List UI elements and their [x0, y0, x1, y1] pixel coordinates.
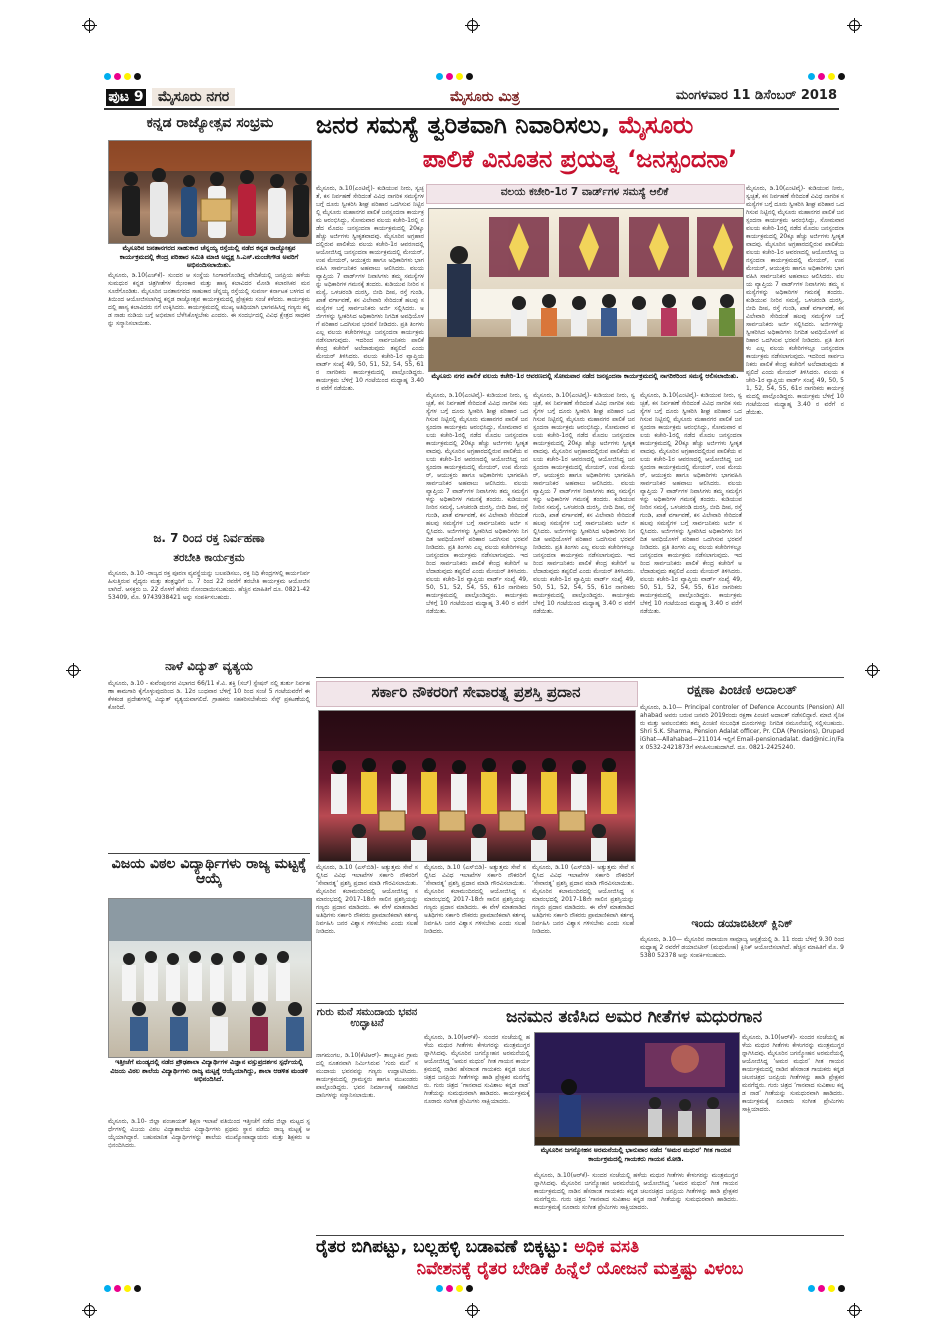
raitara-headline-part2: ಅಧಿಕ ವಸತಿ — [574, 1237, 640, 1257]
amara-geethe-body-col2: ಮೈಸೂರು, ಡಿ.10(ಆರ್‌ಕೆ)- ಸುಂದರ ಸಂಜೆಯಲ್ಲಿ ಹಳೆಯ ಮಧುರ ಗೀತೆಗಳು ಕೇಳುಗರನ್ನು ಮಂತ್ರಮುಗ್ಧರನ್ನಾಗಿಸಿದವು. ಮೈಸೂರಿನ ಜಗನ್ಮೋಹನ ಅರಮನೆಯಲ್ಲಿ ಆಯೋಜಿಸಿದ್ದ ‘ಅಮರ ಮಧುರ’ ಗೀತ ಗಾಯನ ಕಾರ್ಯಕ್ರಮದಲ್ಲಿ ನಾಡಿನ ಹೆಸರಾಂತ ಗಾಯಕರು ಕನ್ನಡ ಚಲನಚಿತ್ರದ ಜನಪ್ರಿಯ ಗೀತೆಗಳನ್ನು ಹಾಡಿ ಪ್ರೇಕ್ಷಕರ ಮನಗೆದ್ದರು. ಗುರು ಚಿತ್ರದ ‘ಗಾನವಾದ ಸುವಿಶಾಲ ಕನ್ನಡ ನಾಡ’ ಗೀತೆಯನ್ನು ಸುಮಧುರವಾಗಿ ಹಾಡಿದರು. ಕಾರ್ಯಕ್ರಮಕ್ಕೆ ನೂರಾರು ಸಂಗೀತ ಪ್ರೇಮಿಗಳು ಸಾಕ್ಷಿಯಾದರು. — [534, 1172, 738, 1211]
diabetes-clinic-headline: ಇಂದು ಡಯಾಬಿಟೀಸ್ ಕ್ಲಿನಿಕ್ — [691, 917, 793, 930]
janaspandana-photo-scene — [429, 209, 743, 371]
pension-adalat-headline: ರಕ್ಷಣಾ ಪಿಂಚಣಿ ಅದಾಲತ್ — [687, 683, 797, 698]
vijaya-vittala-caption: ಇತ್ತೀಚೆಗೆ ಮಂಡ್ಯದಲ್ಲಿ ನಡೆದ ಪ್ರೌಢಶಾಲಾ ವಿದ್ಯಾರ್ಥಿಗಳ ವಿಜ್ಞಾನ ವಸ್ತುಪ್ರದರ್ಶನ ಸ್ಪರ್ಧೆಯಲ್ಲಿ ವಿಜಯ ವಿಠಲ ಶಾಲೆಯ ವಿದ್ಯಾರ್ಥಿಗಳು ರಾಜ್ಯ ಮಟ್ಟಕ್ಕೆ ಆಯ್ಕೆಯಾಗಿದ್ದು, ಶಾಲಾ ಆಡಳಿತ ಮಂಡಳಿ ಅಭಿನಂದಿಸಿದೆ. — [110, 1058, 308, 1083]
janaspandana-headline-part2: ಮೈಸೂರು — [618, 111, 694, 139]
sevaratna-body-col3: ಮೈಸೂರು, ಡಿ.10 (ಎಸ್‌ಬಿಡಿ)- ಅತ್ಯುತ್ತಮ ಸೇವೆ ಸಲ್ಲಿಸಿದ ವಿವಿಧ ಇಲಾಖೆಗಳ ಸರ್ಕಾರಿ ನೌಕರರಿಗೆ ‘ಸೇವಾರತ್ನ’ ಪ್ರಶಸ್ತಿ ಪ್ರದಾನ ಮಾಡಿ ಗೌರವಿಸಲಾಯಿತು. ಮೈಸೂರಿನ ಕಲಾಮಂದಿರದಲ್ಲಿ ಆಯೋಜಿಸಿದ್ದ ಸಮಾರಂಭದಲ್ಲಿ 2017-18ನೇ ಸಾಲಿನ ಪ್ರಶಸ್ತಿಯನ್ನು ಗಣ್ಯರು ಪ್ರದಾನ ಮಾಡಿದರು. ಈ ವೇಳೆ ಮಾತನಾಡಿದ ಅತಿಥಿಗಳು ಸರ್ಕಾರಿ ನೌಕರರು ಪ್ರಾಮಾಣಿಕವಾಗಿ ಕರ್ತವ್ಯ ನಿರ್ವಹಿಸಿ ಜನರ ವಿಶ್ವಾಸ ಗಳಿಸಬೇಕು ಎಂದು ಸಲಹೆ ನೀಡಿದರು. — [532, 864, 634, 935]
guru-mane-headline: ಗುರು ಮನೆ ಸಮುದಾಯ ಭವನ ಉದ್ಘಾಟನೆ — [316, 1007, 418, 1029]
rajyotsava-caption: ಮೈಸೂರಿನ ಜನತಾನಗರದ ಸಾಹುಕಾರ ಚೆನ್ನಯ್ಯ ರಸ್ತೆಯಲ್ಲಿ ನಡೆದ ಕನ್ನಡ ರಾಜ್ಯೋತ್ಸವ ಕಾರ್ಯಕ್ರಮದಲ್ಲಿ ಕೇಂದ್ರ ಪರಿಹಾರ ಸಮಿತಿ ಮಾಜಿ ಅಧ್ಯಕ್ಷ ಸಿ.ಎಸ್.ಮಂಜೇಗೌಡ ಅವರಿಗೆ ಅಭಿನಂದಿಸಲಾಯಿತು. — [119, 244, 299, 269]
amara-geethe-headline: ಜನಮನ ತಣಿಸಿದ ಅಮರ ಗೀತೆಗಳ ಮಧುರಗಾನ — [505, 1007, 763, 1027]
janaspandana-caption: ಮೈಸೂರು ನಗರ ಪಾಲಿಕೆ ವಲಯ ಕಚೇರಿ-1ರ ಆವರಣದಲ್ಲಿ ಸೋಮವಾರ ನಡೆದ ಜನಸ್ಪಂದನಾ ಕಾರ್ಯಕ್ರಮದಲ್ಲಿ ನಾಗರಿಕರಿಂದ ಸಮಸ್ಯೆ ಆಲಿಸಲಾಯಿತು. — [431, 372, 739, 380]
vijaya-vittala-photo — [108, 898, 312, 1058]
vijaya-vittala-body: ಮೈಸೂರು, ಡಿ.10- ಜಿಲ್ಲಾ ಪಂಚಾಯತ್ ಶಿಕ್ಷಣ ಇಲಾಖೆ ವತಿಯಿಂದ ಇತ್ತೀಚೆಗೆ ನಡೆದ ಜಿಲ್ಲಾ ಮಟ್ಟದ ಸ್ಪರ್ಧೆಗಳಲ್ಲಿ ವಿಜಯ ವಿಠಲ ವಿದ್ಯಾಶಾಲೆಯ ವಿದ್ಯಾರ್ಥಿಗಳು ಪ್ರಥಮ ಸ್ಥಾನ ಪಡೆದು ರಾಜ್ಯ ಮಟ್ಟಕ್ಕೆ ಆಯ್ಕೆಯಾಗಿದ್ದಾರೆ. ಬಹುಮಾನಿತ ವಿದ್ಯಾರ್ಥಿಗಳನ್ನು ಶಾಲೆಯ ಮುಖ್ಯೋಪಾಧ್ಯಾಯರು ಮತ್ತು ಶಿಕ್ಷಕರು ಅಭಿನಂದಿಸಿದರು. — [108, 1118, 310, 1149]
main-divider-3 — [316, 1235, 844, 1236]
color-bar-bottom-right — [808, 1285, 845, 1292]
janaspandana-headline-part1: ಜನರ ಸಮಸ್ಯೆ ತ್ವರಿತವಾಗಿ ನಿವಾರಿಸಲು, — [316, 111, 611, 139]
page-number: ಪುಟ 9 — [106, 89, 146, 106]
amara-geethe-photo — [534, 1032, 740, 1146]
section-name: ಮೈಸೂರು ನಗರ — [152, 88, 235, 106]
main-divider-1 — [316, 677, 844, 678]
main-divider-2 — [316, 1003, 844, 1004]
janaspandana-headline-part4: ‘ಜನಸ್ಪಂದನಾ’ — [627, 145, 738, 173]
amara-geethe-body-col3: ಮೈಸೂರು, ಡಿ.10(ಆರ್‌ಕೆ)- ಸುಂದರ ಸಂಜೆಯಲ್ಲಿ ಹಳೆಯ ಮಧುರ ಗೀತೆಗಳು ಕೇಳುಗರನ್ನು ಮಂತ್ರಮುಗ್ಧರನ್ನಾಗಿಸಿದವು. ಮೈಸೂರಿನ ಜಗನ್ಮೋಹನ ಅರಮನೆಯಲ್ಲಿ ಆಯೋಜಿಸಿದ್ದ ‘ಅಮರ ಮಧುರ’ ಗೀತ ಗಾಯನ ಕಾರ್ಯಕ್ರಮದಲ್ಲಿ ನಾಡಿನ ಹೆಸರಾಂತ ಗಾಯಕರು ಕನ್ನಡ ಚಲನಚಿತ್ರದ ಜನಪ್ರಿಯ ಗೀತೆಗಳನ್ನು ಹಾಡಿ ಪ್ರೇಕ್ಷಕರ ಮನಗೆದ್ದರು. ಗುರು ಚಿತ್ರದ ‘ಗಾನವಾದ ಸುವಿಶಾಲ ಕನ್ನಡ ನಾಡ’ ಗೀತೆಯನ್ನು ಸುಮಧುರವಾಗಿ ಹಾಡಿದರು. ಕಾರ್ಯಕ್ರಮಕ್ಕೆ ನೂರಾರು ಸಂಗೀತ ಪ್ರೇಮಿಗಳು ಸಾಕ್ಷಿಯಾದರು. — [742, 1034, 844, 1113]
janaspandana-headline-line2 — [316, 146, 844, 172]
registration-mark-bottom-left — [84, 1305, 95, 1316]
registration-mark-top-center — [467, 20, 478, 31]
sevaratna-photo — [318, 710, 636, 862]
blood-test-body: ಮೈಸೂರು, ಡಿ.10 -ರಾಜ್ಯದ ರಕ್ತ ಪೂರಣ ವ್ಯವಸ್ಥೆಯನ್ನು ಬಲಪಡಿಸಲು, ರಕ್ತ ನಿಧಿ ಕೇಂದ್ರಗಳಲ್ಲಿ ಕಾರ್ಯನಿರ್ವಹಿಸುತ್ತಿರುವ ವೈದ್ಯರು ಮತ್ತು ತಂತ್ರಜ್ಞರಿಗೆ ಜ. 7 ರಿಂದ 22 ರವರೆಗೆ ತರಬೇತಿ ಕಾರ್ಯಕ್ರಮ ಆಯೋಜಿಸಲಾಗಿದೆ. ಆಸಕ್ತರು ಜ. 22 ರೊಳಗೆ ಹೆಸರು ನೋಂದಾಯಿಸಬಹುದು. ಹೆಚ್ಚಿನ ಮಾಹಿತಿಗೆ ದೂ. 0821-4253409, ಮೊ. 9743938421 ಅನ್ನು ಸಂಪರ್ಕಿಸಬಹುದು. — [108, 570, 310, 601]
guru-mane-body: ನಾಗಮಂಗಲ, ಡಿ.10(ಕೆಟಿಆರ್)- ತಾಲ್ಲೂಕಿನ ಗ್ರಾಮದಲ್ಲಿ ನೂತನವಾಗಿ ನಿರ್ಮಿಸಿರುವ ‘ಗುರು ಮನೆ’ ಸಮುದಾಯ ಭವನವನ್ನು ಗಣ್ಯರು ಉದ್ಘಾಟಿಸಿದರು. ಕಾರ್ಯಕ್ರಮದಲ್ಲಿ ಗ್ರಾಮಸ್ಥರು ಹಾಗೂ ಮುಖಂಡರು ಪಾಲ್ಗೊಂಡಿದ್ದರು. ಭವನ ನಿರ್ಮಾಣಕ್ಕೆ ಸಹಕರಿಸಿದ ದಾನಿಗಳನ್ನು ಸನ್ಮಾನಿಸಲಾಯಿತು. — [316, 1052, 418, 1099]
pension-adalat-body: ಮೈಸೂರು, ಡಿ.10— Principal controler of Defence Accounts (Pension) Allahabad ಅವರು ಬರುವ ಜನವರಿ 2019ರಂದು ರಕ್ಷಣಾ ಪಿಂಚಣಿ ಅದಾಲತ್ ನಡೆಸಲಿದ್ದಾರೆ. ಮಾಜಿ ಸೈನಿಕರು ಮತ್ತು ಅವಲಂಬಿತರು ತಮ್ಮ ಪಿಂಚಣಿ ಸಂಬಂಧಿತ ದೂರುಗಳನ್ನು ನಿಗದಿತ ನಮೂನೆಯಲ್ಲಿ ಸಲ್ಲಿಸಬಹುದು. Shri S.K. Sharma, Pension Adalat officer, Pr. CDA (Pensions), DrupadiGhat—Allahabad—211014 ಇಲ್ಲಿಗೆ Email-pensionadalat. dad@nic.in/Fax 0532-2421873ಗೆ ಕಳುಹಿಸಬಹುದಾಗಿದೆ. ದೂ. 0821-2425240. — [640, 704, 844, 751]
janaspandana-body-col4: ಮೈಸೂರು, ಡಿ.10(ಎಂಟಿವೈ)- ಕುಡಿಯುವ ನೀರು, ಸ್ವಚ್ಛತೆ, ಕಸ ನಿರ್ವಹಣೆ ಸೇರಿದಂತೆ ವಿವಿಧ ನಾಗರಿಕ ಸಮಸ್ಯೆಗಳ ಬಗ್ಗೆ ದೂರು ಸ್ವೀಕರಿಸಿ ಶೀಘ್ರ ಪರಿಹಾರ ಒದಗಿಸುವ ನಿಟ್ಟಿನಲ್ಲಿ ಮೈಸೂರು ಮಹಾನಗರ ಪಾಲಿಕೆ ಜನಸ್ಪಂದನಾ ಕಾರ್ಯಕ್ರಮ ಆರಂಭಿಸಿದ್ದು, ಸೋಮವಾರ ವಲಯ ಕಚೇರಿ-1ರಲ್ಲಿ ನಡೆದ ಮೊದಲ ಜನಸ್ಪಂದನಾ ಕಾರ್ಯಕ್ರಮದಲ್ಲಿ 20ಕ್ಕೂ ಹೆಚ್ಚು ಅರ್ಜಿಗಳು ಸ್ವೀಕೃತವಾದವು. ಮೈಸೂರಿನ ಅಗ್ರಹಾರದಲ್ಲಿರುವ ಪಾಲಿಕೆಯ ವಲಯ ಕಚೇರಿ-1ರ ಆವರಣದಲ್ಲಿ ಆಯೋಜಿಸಿದ್ದ ಜನಸ್ಪಂದನಾ ಕಾರ್ಯಕ್ರಮದಲ್ಲಿ ಮೇಯರ್, ಉಪ ಮೇಯರ್, ಆಯುಕ್ತರು ಹಾಗೂ ಅಧಿಕಾರಿಗಳು ಭಾಗವಹಿಸಿ ಸಾರ್ವಜನಿಕರ ಅಹವಾಲು ಆಲಿಸಿದರು. ವಲಯ ವ್ಯಾಪ್ತಿಯ 7 ವಾರ್ಡ್‌ಗಳ ನಿವಾಸಿಗಳು ತಮ್ಮ ಸಮಸ್ಯೆಗಳನ್ನು ಅಧಿಕಾರಿಗಳ ಗಮನಕ್ಕೆ ತಂದರು. ಕುಡಿಯುವ ನೀರಿನ ಸಮಸ್ಯೆ, ಒಳಚರಂಡಿ ದುರಸ್ತಿ, ಬೀದಿ ದೀಪ, ರಸ್ತೆ ಗುಂಡಿ, ಖಾತೆ ವರ್ಗಾವಣೆ, ಕಸ ವಿಲೇವಾರಿ ಸೇರಿದಂತೆ ಹಲವು ಸಮಸ್ಯೆಗಳ ಬಗ್ಗೆ ಸಾರ್ವಜನಿಕರು ಅರ್ಜಿ ಸಲ್ಲಿಸಿದರು. ಅರ್ಜಿಗಳನ್ನು ಸ್ವೀಕರಿಸಿದ ಅಧಿಕಾರಿಗಳು ನಿಗದಿತ ಅವಧಿಯೊಳಗೆ ಪರಿಹಾರ ಒದಗಿಸುವ ಭರವಸೆ ನೀಡಿದರು. ಪ್ರತಿ ತಿಂಗಳು ಎಲ್ಲ ವಲಯ ಕಚೇರಿಗಳಲ್ಲೂ ಜನಸ್ಪಂದನಾ ಕಾರ್ಯಕ್ರಮ ನಡೆಸಲಾಗುವುದು. ಇದರಿಂದ ಸಾರ್ವಜನಿಕರು ಪಾಲಿಕೆ ಕೇಂದ್ರ ಕಚೇರಿಗೆ ಅಲೆದಾಡುವುದು ತಪ್ಪಲಿದೆ ಎಂದು ಮೇಯರ್ ತಿಳಿಸಿದರು. ವಲಯ ಕಚೇರಿ-1ರ ವ್ಯಾಪ್ತಿಯ ವಾರ್ಡ್ ಸಂಖ್ಯೆ 49, 50, 51, 52, 54, 55, 61ರ ನಾಗರಿಕರು ಕಾರ್ಯಕ್ರಮದಲ್ಲಿ ಪಾಲ್ಗೊಂಡಿದ್ದರು. ಕಾರ್ಯಕ್ರಮ ಬೆಳಿಗ್ಗೆ 10 ಗಂಟೆಯಿಂದ ಮಧ್ಯಾಹ್ನ 3.40 ರ ವರೆಗೆ ನಡೆಯಿತು. — [640, 392, 742, 615]
diabetes-clinic-body: ಮೈಸೂರು, ಡಿ.10— ಮೈಸೂರಿನ ನಾರಾಯಣ ಸಾಮ್ರಾಜ್ಯ ಆಸ್ಪತ್ರೆಯಲ್ಲಿ ಡಿ. 11 ರಂದು ಬೆಳಿಗ್ಗೆ 9.30 ರಿಂದ ಮಧ್ಯಾಹ್ನ 2 ರವರೆಗೆ ಡಯಾಬಿಟೀಸ್ (ಮಧುಮೇಹ) ಕ್ಲಿನಿಕ್ ಆಯೋಜಿಸಲಾಗಿದೆ. ಹೆಚ್ಚಿನ ಮಾಹಿತಿಗೆ ಮೊ. 95380 52378 ಅನ್ನು ಸಂಪರ್ಕಿಸಬಹುದು. — [640, 936, 844, 959]
janaspandana-body-col1: ಮೈಸೂರು, ಡಿ.10(ಎಂಟಿವೈ)- ಕುಡಿಯುವ ನೀರು, ಸ್ವಚ್ಛತೆ, ಕಸ ನಿರ್ವಹಣೆ ಸೇರಿದಂತೆ ವಿವಿಧ ನಾಗರಿಕ ಸಮಸ್ಯೆಗಳ ಬಗ್ಗೆ ದೂರು ಸ್ವೀಕರಿಸಿ ಶೀಘ್ರ ಪರಿಹಾರ ಒದಗಿಸುವ ನಿಟ್ಟಿನಲ್ಲಿ ಮೈಸೂರು ಮಹಾನಗರ ಪಾಲಿಕೆ ಜನಸ್ಪಂದನಾ ಕಾರ್ಯಕ್ರಮ ಆರಂಭಿಸಿದ್ದು, ಸೋಮವಾರ ವಲಯ ಕಚೇರಿ-1ರಲ್ಲಿ ನಡೆದ ಮೊದಲ ಜನಸ್ಪಂದನಾ ಕಾರ್ಯಕ್ರಮದಲ್ಲಿ 20ಕ್ಕೂ ಹೆಚ್ಚು ಅರ್ಜಿಗಳು ಸ್ವೀಕೃತವಾದವು. ಮೈಸೂರಿನ ಅಗ್ರಹಾರದಲ್ಲಿರುವ ಪಾಲಿಕೆಯ ವಲಯ ಕಚೇರಿ-1ರ ಆವರಣದಲ್ಲಿ ಆಯೋಜಿಸಿದ್ದ ಜನಸ್ಪಂದನಾ ಕಾರ್ಯಕ್ರಮದಲ್ಲಿ ಮೇಯರ್, ಉಪ ಮೇಯರ್, ಆಯುಕ್ತರು ಹಾಗೂ ಅಧಿಕಾರಿಗಳು ಭಾಗವಹಿಸಿ ಸಾರ್ವಜನಿಕರ ಅಹವಾಲು ಆಲಿಸಿದರು. ವಲಯ ವ್ಯಾಪ್ತಿಯ 7 ವಾರ್ಡ್‌ಗಳ ನಿವಾಸಿಗಳು ತಮ್ಮ ಸಮಸ್ಯೆಗಳನ್ನು ಅಧಿಕಾರಿಗಳ ಗಮನಕ್ಕೆ ತಂದರು. ಕುಡಿಯುವ ನೀರಿನ ಸಮಸ್ಯೆ, ಒಳಚರಂಡಿ ದುರಸ್ತಿ, ಬೀದಿ ದೀಪ, ರಸ್ತೆ ಗುಂಡಿ, ಖಾತೆ ವರ್ಗಾವಣೆ, ಕಸ ವಿಲೇವಾರಿ ಸೇರಿದಂತೆ ಹಲವು ಸಮಸ್ಯೆಗಳ ಬಗ್ಗೆ ಸಾರ್ವಜನಿಕರು ಅರ್ಜಿ ಸಲ್ಲಿಸಿದರು. ಅರ್ಜಿಗಳನ್ನು ಸ್ವೀಕರಿಸಿದ ಅಧಿಕಾರಿಗಳು ನಿಗದಿತ ಅವಧಿಯೊಳಗೆ ಪರಿಹಾರ ಒದಗಿಸುವ ಭರವಸೆ ನೀಡಿದರು. ಪ್ರತಿ ತಿಂಗಳು ಎಲ್ಲ ವಲಯ ಕಚೇರಿಗಳಲ್ಲೂ ಜನಸ್ಪಂದನಾ ಕಾರ್ಯಕ್ರಮ ನಡೆಸಲಾಗುವುದು. ಇದರಿಂದ ಸಾರ್ವಜನಿಕರು ಪಾಲಿಕೆ ಕೇಂದ್ರ ಕಚೇರಿಗೆ ಅಲೆದಾಡುವುದು ತಪ್ಪಲಿದೆ ಎಂದು ಮೇಯರ್ ತಿಳಿಸಿದರು. ವಲಯ ಕಚೇರಿ-1ರ ವ್ಯಾಪ್ತಿಯ ವಾರ್ಡ್ ಸಂಖ್ಯೆ 49, 50, 51, 52, 54, 55, 61ರ ನಾಗರಿಕರು ಕಾರ್ಯಕ್ರಮದಲ್ಲಿ ಪಾಲ್ಗೊಂಡಿದ್ದರು. ಕಾರ್ಯಕ್ರಮ ಬೆಳಿಗ್ಗೆ 10 ಗಂಟೆಯಿಂದ ಮಧ್ಯಾಹ್ನ 3.40 ರ ವರೆಗೆ ನಡೆಯಿತು. — [316, 185, 424, 392]
color-bar-top-center — [436, 73, 473, 80]
raitara-headline-line2: ನಿವೇಶನಕ್ಕೆ ರೈತರ ಬೇಡಿಕೆ ಹಿನ್ನೆಲೆ ಯೋಜನೆ ಮತ್ತಷ್ಟು ವಿಳಂಬ — [416, 1259, 744, 1279]
rajyotsava-photo-figures — [109, 141, 311, 243]
paper-name: ಮೈಸೂರು ಮಿತ್ರ — [450, 89, 520, 105]
color-bar-top-left — [104, 73, 141, 80]
power-cut-headline: ನಾಳೆ ವಿದ್ಯುತ್ ವ್ಯತ್ಯಯ — [165, 659, 253, 673]
blood-test-headline: ಜ. 7 ರಿಂದ ರಕ್ತ ನಿರ್ವಹಣಾ — [153, 531, 265, 545]
raitara-headline-line1 — [316, 1238, 844, 1257]
vijaya-vittala-headline: ವಿಜಯ ವಿಠಲ ವಿದ್ಯಾರ್ಥಿಗಳು ರಾಜ್ಯ ಮಟ್ಟಕ್ಕೆ ಆಯ್ಕೆ — [111, 856, 307, 888]
sevaratna-headline: ಸರ್ಕಾರಿ ನೌಕರರಿಗೆ ಸೇವಾರತ್ನ ಪ್ರಶಸ್ತಿ ಪ್ರದಾನ — [371, 683, 581, 701]
rajyotsava-body: ಮೈಸೂರು, ಡಿ.10(ಎಚ್‌ಕೆ)- ಸುಂದರ ಆ ಸಂಸ್ಥೆಯ ಸಿಂಗಾರಗೊಂಡಿದ್ದ ವೇದಿಕೆಯಲ್ಲಿ ಜನಪ್ರಿಯ ಹಳೆಯ ಸುಮಧುರ ಕನ್ನಡ ಚಿತ್ರಗೀತೆಗಳ ಝೇಂಕಾರ ಮತ್ತು ಹಾಸ್ಯ ಕಲಾವಿದರ ಮೋಡಿ ಕಲಾರಸಿಕರ ಮನಸೂರೆಗೊಂಡಿತು. ಮೈಸೂರಿನ ಜನತಾನಗರದ ಸಾಹುಕಾರ ಚೆನ್ನಯ್ಯ ರಸ್ತೆಯಲ್ಲಿ ಸುವರ್ಣ ಕರ್ನಾಟಕ ಬಳಗದ ವತಿಯಿಂದ ಆಯೋಜಿಸಲಾಗಿದ್ದ ಕನ್ನಡ ರಾಜ್ಯೋತ್ಸವ ಕಾರ್ಯಕ್ರಮದಲ್ಲಿ ಪ್ರೇಕ್ಷಕರು ಸಂಜೆ ಕಳೆದರು. ಕಾರ್ಯಕ್ರಮದಲ್ಲಿ ಹಾಸ್ಯ ಕಲಾವಿದರು ನಗೆ ಉಕ್ಕಿಸಿದರು. ಕಾರ್ಯಕ್ರಮದಲ್ಲಿ ಮುಖ್ಯ ಅತಿಥಿಯಾಗಿ ಭಾಗವಹಿಸಿದ್ದ ಗಣ್ಯರು ಕನ್ನಡ ನಾಡು ನುಡಿಯ ಬಗ್ಗೆ ಅಭಿಮಾನ ಬೆಳೆಸಿಕೊಳ್ಳಬೇಕು ಎಂದರು. ಈ ಸಂದರ್ಭದಲ್ಲಿ ವಿವಿಧ ಕ್ಷೇತ್ರದ ಸಾಧಕರನ್ನು ಸನ್ಮಾನಿಸಲಾಯಿತು. — [108, 272, 310, 327]
left-column-divider — [108, 853, 310, 854]
janaspandana-headline-line1 — [316, 112, 844, 138]
sevaratna-body-col1: ಮೈಸೂರು, ಡಿ.10 (ಎಸ್‌ಬಿಡಿ)- ಅತ್ಯುತ್ತಮ ಸೇವೆ ಸಲ್ಲಿಸಿದ ವಿವಿಧ ಇಲಾಖೆಗಳ ಸರ್ಕಾರಿ ನೌಕರರಿಗೆ ‘ಸೇವಾರತ್ನ’ ಪ್ರಶಸ್ತಿ ಪ್ರದಾನ ಮಾಡಿ ಗೌರವಿಸಲಾಯಿತು. ಮೈಸೂರಿನ ಕಲಾಮಂದಿರದಲ್ಲಿ ಆಯೋಜಿಸಿದ್ದ ಸಮಾರಂಭದಲ್ಲಿ 2017-18ನೇ ಸಾಲಿನ ಪ್ರಶಸ್ತಿಯನ್ನು ಗಣ್ಯರು ಪ್ರದಾನ ಮಾಡಿದರು. ಈ ವೇಳೆ ಮಾತನಾಡಿದ ಅತಿಥಿಗಳು ಸರ್ಕಾರಿ ನೌಕರರು ಪ್ರಾಮಾಣಿಕವಾಗಿ ಕರ್ತವ್ಯ ನಿರ್ವಹಿಸಿ ಜನರ ವಿಶ್ವಾಸ ಗಳಿಸಬೇಕು ಎಂದು ಸಲಹೆ ನೀಡಿದರು. — [316, 864, 418, 935]
sevaratna-body-col2: ಮೈಸೂರು, ಡಿ.10 (ಎಸ್‌ಬಿಡಿ)- ಅತ್ಯುತ್ತಮ ಸೇವೆ ಸಲ್ಲಿಸಿದ ವಿವಿಧ ಇಲಾಖೆಗಳ ಸರ್ಕಾರಿ ನೌಕರರಿಗೆ ‘ಸೇವಾರತ್ನ’ ಪ್ರಶಸ್ತಿ ಪ್ರದಾನ ಮಾಡಿ ಗೌರವಿಸಲಾಯಿತು. ಮೈಸೂರಿನ ಕಲಾಮಂದಿರದಲ್ಲಿ ಆಯೋಜಿಸಿದ್ದ ಸಮಾರಂಭದಲ್ಲಿ 2017-18ನೇ ಸಾಲಿನ ಪ್ರಶಸ್ತಿಯನ್ನು ಗಣ್ಯರು ಪ್ರದಾನ ಮಾಡಿದರು. ಈ ವೇಳೆ ಮಾತನಾಡಿದ ಅತಿಥಿಗಳು ಸರ್ಕಾರಿ ನೌಕರರು ಪ್ರಾಮಾಣಿಕವಾಗಿ ಕರ್ತವ್ಯ ನಿರ್ವಹಿಸಿ ಜನರ ವಿಶ್ವಾಸ ಗಳಿಸಬೇಕು ಎಂದು ಸಲಹೆ ನೀಡಿದರು. — [424, 864, 526, 935]
rajyotsava-headline: ಕನ್ನಡ ರಾಜ್ಯೋತ್ಸವ ಸಂಭ್ರಮ — [146, 115, 274, 131]
amara-geethe-body-col1: ಮೈಸೂರು, ಡಿ.10(ಆರ್‌ಕೆ)- ಸುಂದರ ಸಂಜೆಯಲ್ಲಿ ಹಳೆಯ ಮಧುರ ಗೀತೆಗಳು ಕೇಳುಗರನ್ನು ಮಂತ್ರಮುಗ್ಧರನ್ನಾಗಿಸಿದವು. ಮೈಸೂರಿನ ಜಗನ್ಮೋಹನ ಅರಮನೆಯಲ್ಲಿ ಆಯೋಜಿಸಿದ್ದ ‘ಅಮರ ಮಧುರ’ ಗೀತ ಗಾಯನ ಕಾರ್ಯಕ್ರಮದಲ್ಲಿ ನಾಡಿನ ಹೆಸರಾಂತ ಗಾಯಕರು ಕನ್ನಡ ಚಲನಚಿತ್ರದ ಜನಪ್ರಿಯ ಗೀತೆಗಳನ್ನು ಹಾಡಿ ಪ್ರೇಕ್ಷಕರ ಮನಗೆದ್ದರು. ಗುರು ಚಿತ್ರದ ‘ಗಾನವಾದ ಸುವಿಶಾಲ ಕನ್ನಡ ನಾಡ’ ಗೀತೆಯನ್ನು ಸುಮಧುರವಾಗಿ ಹಾಡಿದರು. ಕಾರ್ಯಕ್ರಮಕ್ಕೆ ನೂರಾರು ಸಂಗೀತ ಪ್ರೇಮಿಗಳು ಸಾಕ್ಷಿಯಾದರು. — [424, 1034, 530, 1105]
registration-mark-left — [68, 665, 79, 676]
color-bar-bottom-left — [104, 1285, 141, 1292]
sevaratna-photo-figures — [319, 711, 635, 861]
color-bar-top-right — [808, 73, 845, 80]
amara-geethe-photo-scene — [535, 1033, 739, 1145]
registration-mark-top-left — [84, 20, 95, 31]
registration-mark-right — [867, 665, 878, 676]
power-cut-body: ಮೈಸೂರು, ಡಿ.10 - ಕುವೆಂಪುನಗರ ವಿಭಾಗದ 66/11 ಕೆ.ವಿ. ಶಕ್ತಿ (ಸಬ್) ಸ್ಟೇಷನ್ ನಲ್ಲಿ ತುರ್ತು ನಿರ್ವಹಣಾ ಕಾಮಗಾರಿ ಕೈಗೊಳ್ಳುವುದರಿಂದ ಡಿ. 12ರ ಬುಧವಾರ ಬೆಳಿಗ್ಗೆ 10 ರಿಂದ ಸಂಜೆ 5 ಗಂಟೆಯವರೆಗೆ ಈ ಕೆಳಕಂಡ ಪ್ರದೇಶಗಳಲ್ಲಿ ವಿದ್ಯುತ್ ವ್ಯತ್ಯಯವಾಗಲಿದೆ. ಗ್ರಾಹಕರು ಸಹಕರಿಸಬೇಕೆಂದು ಸೆಸ್ಕ್ ಪ್ರಕಟಣೆಯಲ್ಲಿ ಕೋರಿದೆ. — [108, 680, 310, 711]
blood-test-subhead: ತರಬೇತಿ ಕಾರ್ಯಕ್ರಮ — [173, 552, 245, 564]
registration-mark-bottom-right — [849, 1305, 860, 1316]
color-bar-bottom-center — [436, 1285, 473, 1292]
registration-mark-bottom-center — [467, 1305, 478, 1316]
janaspandana-body-col3: ಮೈಸೂರು, ಡಿ.10(ಎಂಟಿವೈ)- ಕುಡಿಯುವ ನೀರು, ಸ್ವಚ್ಛತೆ, ಕಸ ನಿರ್ವಹಣೆ ಸೇರಿದಂತೆ ವಿವಿಧ ನಾಗರಿಕ ಸಮಸ್ಯೆಗಳ ಬಗ್ಗೆ ದೂರು ಸ್ವೀಕರಿಸಿ ಶೀಘ್ರ ಪರಿಹಾರ ಒದಗಿಸುವ ನಿಟ್ಟಿನಲ್ಲಿ ಮೈಸೂರು ಮಹಾನಗರ ಪಾಲಿಕೆ ಜನಸ್ಪಂದನಾ ಕಾರ್ಯಕ್ರಮ ಆರಂಭಿಸಿದ್ದು, ಸೋಮವಾರ ವಲಯ ಕಚೇರಿ-1ರಲ್ಲಿ ನಡೆದ ಮೊದಲ ಜನಸ್ಪಂದನಾ ಕಾರ್ಯಕ್ರಮದಲ್ಲಿ 20ಕ್ಕೂ ಹೆಚ್ಚು ಅರ್ಜಿಗಳು ಸ್ವೀಕೃತವಾದವು. ಮೈಸೂರಿನ ಅಗ್ರಹಾರದಲ್ಲಿರುವ ಪಾಲಿಕೆಯ ವಲಯ ಕಚೇರಿ-1ರ ಆವರಣದಲ್ಲಿ ಆಯೋಜಿಸಿದ್ದ ಜನಸ್ಪಂದನಾ ಕಾರ್ಯಕ್ರಮದಲ್ಲಿ ಮೇಯರ್, ಉಪ ಮೇಯರ್, ಆಯುಕ್ತರು ಹಾಗೂ ಅಧಿಕಾರಿಗಳು ಭಾಗವಹಿಸಿ ಸಾರ್ವಜನಿಕರ ಅಹವಾಲು ಆಲಿಸಿದರು. ವಲಯ ವ್ಯಾಪ್ತಿಯ 7 ವಾರ್ಡ್‌ಗಳ ನಿವಾಸಿಗಳು ತಮ್ಮ ಸಮಸ್ಯೆಗಳನ್ನು ಅಧಿಕಾರಿಗಳ ಗಮನಕ್ಕೆ ತಂದರು. ಕುಡಿಯುವ ನೀರಿನ ಸಮಸ್ಯೆ, ಒಳಚರಂಡಿ ದುರಸ್ತಿ, ಬೀದಿ ದೀಪ, ರಸ್ತೆ ಗುಂಡಿ, ಖಾತೆ ವರ್ಗಾವಣೆ, ಕಸ ವಿಲೇವಾರಿ ಸೇರಿದಂತೆ ಹಲವು ಸಮಸ್ಯೆಗಳ ಬಗ್ಗೆ ಸಾರ್ವಜನಿಕರು ಅರ್ಜಿ ಸಲ್ಲಿಸಿದರು. ಅರ್ಜಿಗಳನ್ನು ಸ್ವೀಕರಿಸಿದ ಅಧಿಕಾರಿಗಳು ನಿಗದಿತ ಅವಧಿಯೊಳಗೆ ಪರಿಹಾರ ಒದಗಿಸುವ ಭರವಸೆ ನೀಡಿದರು. ಪ್ರತಿ ತಿಂಗಳು ಎಲ್ಲ ವಲಯ ಕಚೇರಿಗಳಲ್ಲೂ ಜನಸ್ಪಂದನಾ ಕಾರ್ಯಕ್ರಮ ನಡೆಸಲಾಗುವುದು. ಇದರಿಂದ ಸಾರ್ವಜನಿಕರು ಪಾಲಿಕೆ ಕೇಂದ್ರ ಕಚೇರಿಗೆ ಅಲೆದಾಡುವುದು ತಪ್ಪಲಿದೆ ಎಂದು ಮೇಯರ್ ತಿಳಿಸಿದರು. ವಲಯ ಕಚೇರಿ-1ರ ವ್ಯಾಪ್ತಿಯ ವಾರ್ಡ್ ಸಂಖ್ಯೆ 49, 50, 51, 52, 54, 55, 61ರ ನಾಗರಿಕರು ಕಾರ್ಯಕ್ರಮದಲ್ಲಿ ಪಾಲ್ಗೊಂಡಿದ್ದರು. ಕಾರ್ಯಕ್ರಮ ಬೆಳಿಗ್ಗೆ 10 ಗಂಟೆಯಿಂದ ಮಧ್ಯಾಹ್ನ 3.40 ರ ವರೆಗೆ ನಡೆಯಿತು. — [533, 392, 635, 615]
janaspandana-headline-part3: ಪಾಲಿಕೆ ವಿನೂತನ ಪ್ರಯತ್ನ — [422, 145, 619, 173]
janaspandana-subhead: ವಲಯ ಕಚೇರಿ-1ರ 7 ವಾರ್ಡ್‌ಗಳ ಸಮಸ್ಯೆ ಆಲಿಕೆ — [500, 186, 669, 198]
vijaya-vittala-photo-figures — [109, 899, 311, 1057]
issue-date: ಮಂಗಳವಾರ 11 ಡಿಸೆಂಬರ್ 2018 — [675, 88, 837, 103]
registration-mark-top-right — [849, 20, 860, 31]
janaspandana-photo — [428, 208, 744, 372]
raitara-headline-part1: ರೈತರ ಬಿಗಿಪಟ್ಟು, ಬಲ್ಲಹಳ್ಳಿ ಬಡಾವಣೆ ಬಿಕ್ಕಟ್ಟು: — [316, 1237, 569, 1257]
janaspandana-body-col5: ಮೈಸೂರು, ಡಿ.10(ಎಂಟಿವೈ)- ಕುಡಿಯುವ ನೀರು, ಸ್ವಚ್ಛತೆ, ಕಸ ನಿರ್ವಹಣೆ ಸೇರಿದಂತೆ ವಿವಿಧ ನಾಗರಿಕ ಸಮಸ್ಯೆಗಳ ಬಗ್ಗೆ ದೂರು ಸ್ವೀಕರಿಸಿ ಶೀಘ್ರ ಪರಿಹಾರ ಒದಗಿಸುವ ನಿಟ್ಟಿನಲ್ಲಿ ಮೈಸೂರು ಮಹಾನಗರ ಪಾಲಿಕೆ ಜನಸ್ಪಂದನಾ ಕಾರ್ಯಕ್ರಮ ಆರಂಭಿಸಿದ್ದು, ಸೋಮವಾರ ವಲಯ ಕಚೇರಿ-1ರಲ್ಲಿ ನಡೆದ ಮೊದಲ ಜನಸ್ಪಂದನಾ ಕಾರ್ಯಕ್ರಮದಲ್ಲಿ 20ಕ್ಕೂ ಹೆಚ್ಚು ಅರ್ಜಿಗಳು ಸ್ವೀಕೃತವಾದವು. ಮೈಸೂರಿನ ಅಗ್ರಹಾರದಲ್ಲಿರುವ ಪಾಲಿಕೆಯ ವಲಯ ಕಚೇರಿ-1ರ ಆವರಣದಲ್ಲಿ ಆಯೋಜಿಸಿದ್ದ ಜನಸ್ಪಂದನಾ ಕಾರ್ಯಕ್ರಮದಲ್ಲಿ ಮೇಯರ್, ಉಪ ಮೇಯರ್, ಆಯುಕ್ತರು ಹಾಗೂ ಅಧಿಕಾರಿಗಳು ಭಾಗವಹಿಸಿ ಸಾರ್ವಜನಿಕರ ಅಹವಾಲು ಆಲಿಸಿದರು. ವಲಯ ವ್ಯಾಪ್ತಿಯ 7 ವಾರ್ಡ್‌ಗಳ ನಿವಾಸಿಗಳು ತಮ್ಮ ಸಮಸ್ಯೆಗಳನ್ನು ಅಧಿಕಾರಿಗಳ ಗಮನಕ್ಕೆ ತಂದರು. ಕುಡಿಯುವ ನೀರಿನ ಸಮಸ್ಯೆ, ಒಳಚರಂಡಿ ದುರಸ್ತಿ, ಬೀದಿ ದೀಪ, ರಸ್ತೆ ಗುಂಡಿ, ಖಾತೆ ವರ್ಗಾವಣೆ, ಕಸ ವಿಲೇವಾರಿ ಸೇರಿದಂತೆ ಹಲವು ಸಮಸ್ಯೆಗಳ ಬಗ್ಗೆ ಸಾರ್ವಜನಿಕರು ಅರ್ಜಿ ಸಲ್ಲಿಸಿದರು. ಅರ್ಜಿಗಳನ್ನು ಸ್ವೀಕರಿಸಿದ ಅಧಿಕಾರಿಗಳು ನಿಗದಿತ ಅವಧಿಯೊಳಗೆ ಪರಿಹಾರ ಒದಗಿಸುವ ಭರವಸೆ ನೀಡಿದರು. ಪ್ರತಿ ತಿಂಗಳು ಎಲ್ಲ ವಲಯ ಕಚೇರಿಗಳಲ್ಲೂ ಜನಸ್ಪಂದನಾ ಕಾರ್ಯಕ್ರಮ ನಡೆಸಲಾಗುವುದು. ಇದರಿಂದ ಸಾರ್ವಜನಿಕರು ಪಾಲಿಕೆ ಕೇಂದ್ರ ಕಚೇರಿಗೆ ಅಲೆದಾಡುವುದು ತಪ್ಪಲಿದೆ ಎಂದು ಮೇಯರ್ ತಿಳಿಸಿದರು. ವಲಯ ಕಚೇರಿ-1ರ ವ್ಯಾಪ್ತಿಯ ವಾರ್ಡ್ ಸಂಖ್ಯೆ 49, 50, 51, 52, 54, 55, 61ರ ನಾಗರಿಕರು ಕಾರ್ಯಕ್ರಮದಲ್ಲಿ ಪಾಲ್ಗೊಂಡಿದ್ದರು. ಕಾರ್ಯಕ್ರಮ ಬೆಳಿಗ್ಗೆ 10 ಗಂಟೆಯಿಂದ ಮಧ್ಯಾಹ್ನ 3.40 ರ ವರೆಗೆ ನಡೆಯಿತು. — [746, 185, 844, 416]
amara-geethe-caption: ಮೈಸೂರಿನ ಜಗನ್ಮೋಹನ ಅರಮನೆಯಲ್ಲಿ ಭಾನುವಾರ ನಡೆದ ‘ಅಮರ ಮಧುರ’ ಗೀತ ಗಾಯನ ಕಾರ್ಯಕ್ರಮದಲ್ಲಿ ಗಾಯಕರು ಗಾಯನ ಮೋಡಿ. — [540, 1146, 732, 1163]
janaspandana-body-col2: ಮೈಸೂರು, ಡಿ.10(ಎಂಟಿವೈ)- ಕುಡಿಯುವ ನೀರು, ಸ್ವಚ್ಛತೆ, ಕಸ ನಿರ್ವಹಣೆ ಸೇರಿದಂತೆ ವಿವಿಧ ನಾಗರಿಕ ಸಮಸ್ಯೆಗಳ ಬಗ್ಗೆ ದೂರು ಸ್ವೀಕರಿಸಿ ಶೀಘ್ರ ಪರಿಹಾರ ಒದಗಿಸುವ ನಿಟ್ಟಿನಲ್ಲಿ ಮೈಸೂರು ಮಹಾನಗರ ಪಾಲಿಕೆ ಜನಸ್ಪಂದನಾ ಕಾರ್ಯಕ್ರಮ ಆರಂಭಿಸಿದ್ದು, ಸೋಮವಾರ ವಲಯ ಕಚೇರಿ-1ರಲ್ಲಿ ನಡೆದ ಮೊದಲ ಜನಸ್ಪಂದನಾ ಕಾರ್ಯಕ್ರಮದಲ್ಲಿ 20ಕ್ಕೂ ಹೆಚ್ಚು ಅರ್ಜಿಗಳು ಸ್ವೀಕೃತವಾದವು. ಮೈಸೂರಿನ ಅಗ್ರಹಾರದಲ್ಲಿರುವ ಪಾಲಿಕೆಯ ವಲಯ ಕಚೇರಿ-1ರ ಆವರಣದಲ್ಲಿ ಆಯೋಜಿಸಿದ್ದ ಜನಸ್ಪಂದನಾ ಕಾರ್ಯಕ್ರಮದಲ್ಲಿ ಮೇಯರ್, ಉಪ ಮೇಯರ್, ಆಯುಕ್ತರು ಹಾಗೂ ಅಧಿಕಾರಿಗಳು ಭಾಗವಹಿಸಿ ಸಾರ್ವಜನಿಕರ ಅಹವಾಲು ಆಲಿಸಿದರು. ವಲಯ ವ್ಯಾಪ್ತಿಯ 7 ವಾರ್ಡ್‌ಗಳ ನಿವಾಸಿಗಳು ತಮ್ಮ ಸಮಸ್ಯೆಗಳನ್ನು ಅಧಿಕಾರಿಗಳ ಗಮನಕ್ಕೆ ತಂದರು. ಕುಡಿಯುವ ನೀರಿನ ಸಮಸ್ಯೆ, ಒಳಚರಂಡಿ ದುರಸ್ತಿ, ಬೀದಿ ದೀಪ, ರಸ್ತೆ ಗುಂಡಿ, ಖಾತೆ ವರ್ಗಾವಣೆ, ಕಸ ವಿಲೇವಾರಿ ಸೇರಿದಂತೆ ಹಲವು ಸಮಸ್ಯೆಗಳ ಬಗ್ಗೆ ಸಾರ್ವಜನಿಕರು ಅರ್ಜಿ ಸಲ್ಲಿಸಿದರು. ಅರ್ಜಿಗಳನ್ನು ಸ್ವೀಕರಿಸಿದ ಅಧಿಕಾರಿಗಳು ನಿಗದಿತ ಅವಧಿಯೊಳಗೆ ಪರಿಹಾರ ಒದಗಿಸುವ ಭರವಸೆ ನೀಡಿದರು. ಪ್ರತಿ ತಿಂಗಳು ಎಲ್ಲ ವಲಯ ಕಚೇರಿಗಳಲ್ಲೂ ಜನಸ್ಪಂದನಾ ಕಾರ್ಯಕ್ರಮ ನಡೆಸಲಾಗುವುದು. ಇದರಿಂದ ಸಾರ್ವಜನಿಕರು ಪಾಲಿಕೆ ಕೇಂದ್ರ ಕಚೇರಿಗೆ ಅಲೆದಾಡುವುದು ತಪ್ಪಲಿದೆ ಎಂದು ಮೇಯರ್ ತಿಳಿಸಿದರು. ವಲಯ ಕಚೇರಿ-1ರ ವ್ಯಾಪ್ತಿಯ ವಾರ್ಡ್ ಸಂಖ್ಯೆ 49, 50, 51, 52, 54, 55, 61ರ ನಾಗರಿಕರು ಕಾರ್ಯಕ್ರಮದಲ್ಲಿ ಪಾಲ್ಗೊಂಡಿದ್ದರು. ಕಾರ್ಯಕ್ರಮ ಬೆಳಿಗ್ಗೆ 10 ಗಂಟೆಯಿಂದ ಮಧ್ಯಾಹ್ನ 3.40 ರ ವರೆಗೆ ನಡೆಯಿತು. — [426, 392, 528, 615]
rajyotsava-photo — [108, 140, 312, 244]
